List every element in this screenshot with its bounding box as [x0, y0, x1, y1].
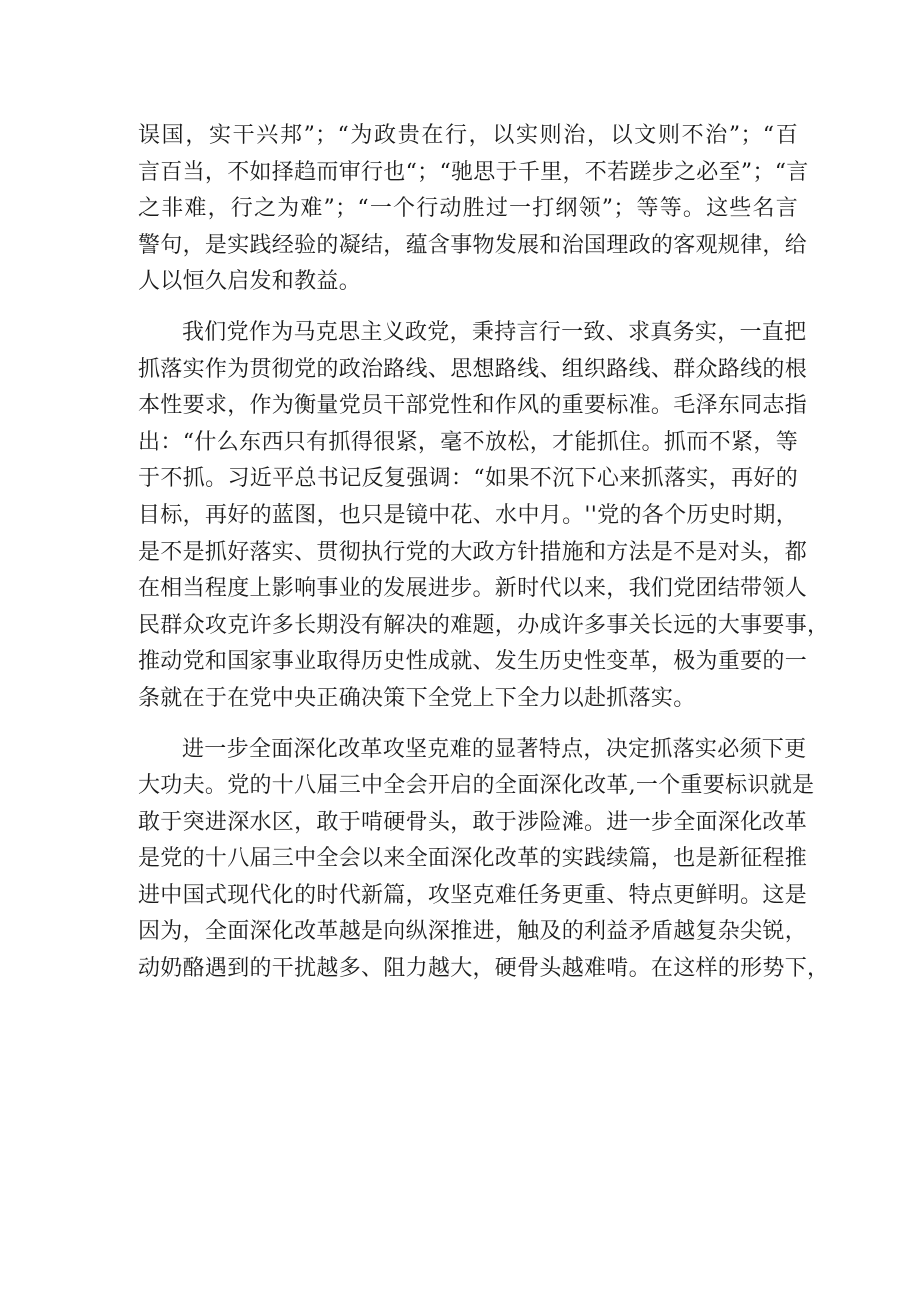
text-line: 人以恒久启发和教益。 [138, 269, 362, 295]
text-line: 是党的十八届三中全会以来全面深化改革的实践续篇，也是新征程推 [138, 846, 808, 872]
text-line: 于不抓。习近平总书记反复强调：“如果不沉下心来抓落实，再好的 [138, 466, 798, 492]
text-line: 推动党和国家事业取得历史性成就、发生历史性变革，极为重要的一 [138, 649, 808, 675]
text-line: 在相当程度上影响事业的发展进步。新时代以来，我们党团结带领人 [138, 576, 808, 602]
text-line: 民群众攻克许多长期没有解决的难题，办成许多事关长远的大事要事， [138, 612, 830, 638]
text-line: 条就在于在党中央正确决策下全党上下全力以赴抓落实。 [138, 685, 696, 711]
text-line: 动奶酪遇到的干扰越多、阻力越大，硬骨头越难啃。在这样的形势下， [138, 956, 830, 982]
text-line: 本性要求，作为衡量党员干部党性和作风的重要标准。毛泽东同志指 [138, 393, 808, 419]
text-line: 警句，是实践经验的凝结，蕴含事物发展和治国理政的客观规律，给 [138, 232, 808, 258]
document-page [138, 118, 830, 988]
text-line: 之非难，行之为难”；“一个行动胜过一打纲领”；等等。这些名言 [138, 196, 798, 222]
paragraph-2 [138, 315, 830, 718]
paragraph-1 [138, 118, 809, 301]
text-line: 因为，全面深化改革越是向纵深推进，触及的利益矛盾越复杂尖锐， [138, 919, 808, 945]
text-line: 抓落实作为贯彻党的政治路线、思想路线、组织路线、群众路线的根 [138, 356, 808, 382]
text-line: 言百当，不如择趋而审行也“；“驰思于千里，不若蹉步之必至”；“言 [138, 159, 809, 185]
text-line: 进一步全面深化改革攻坚克难的显著特点，决定抓落实必须下更 [182, 736, 807, 762]
text-line: 我们党作为马克思主义政党，秉持言行一致、求真务实，一直把 [182, 319, 807, 345]
text-line: 误国，实干兴邦”；“为政贵在行，以实则治，以文则不治”；“百 [138, 123, 798, 148]
text-line: 大功夫。党的十八届三中全会开启的全面深化改革,一个重要标识就是 [138, 773, 815, 799]
text-line: 敢于突进深水区，敢于啃硬骨头，敢于涉险滩。进一步全面深化改革 [138, 809, 808, 835]
text-line: 出：“什么东西只有抓得很紧，毫不放松，才能抓住。抓而不紧，等 [138, 429, 798, 455]
text-line: 进中国式现代化的时代新篇，攻坚克难任务更重、特点更鲜明。这是 [138, 882, 808, 908]
text-line: 是不是抓好落实、贯彻执行党的大政方针措施和方法是不是对头，都 [138, 539, 808, 565]
text-line: 目标，再好的蓝图，也只是镜中花、水中月。''党的各个历史时期， [138, 502, 798, 528]
paragraph-3 [138, 732, 830, 988]
